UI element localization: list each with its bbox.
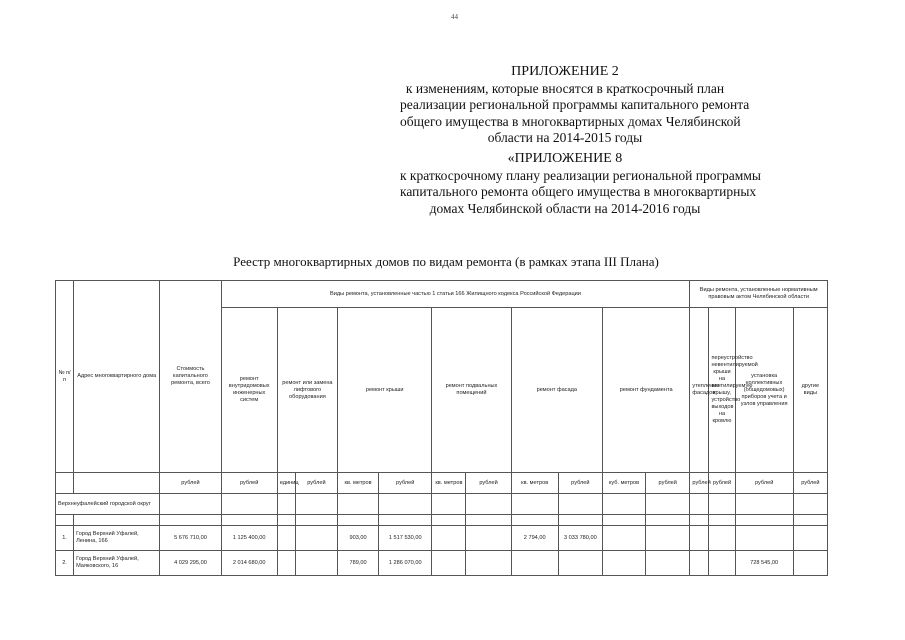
annex8-line: домах Челябинской области на 2014-2016 годы [429,200,701,216]
unit-cell: куб. метров [602,473,645,494]
table-row [56,526,828,551]
header-row-groups [56,281,828,308]
unit-cell: рублей [160,473,221,494]
annex8-line: капитального ремонта общего имущества в многоквартирных [400,184,757,200]
registry-table [55,280,828,576]
row-num: 1. [56,526,74,551]
unit-cell: кв. метров [511,473,558,494]
unit-cell: кв. метров [432,473,466,494]
row-meters-rub: 728 545,00 [735,551,793,576]
unit-cell: рублей [558,473,602,494]
row-num: 2. [56,551,74,576]
unit-cell: рублей [295,473,337,494]
row-internal: 2 014 680,00 [221,551,277,576]
row-cost: 4 029 295,00 [160,551,221,576]
col-other-header: другие виды [793,308,827,473]
col-insulation-header: утепление фасадов [690,308,709,473]
col-foundation-header: ремонт фундамента [602,308,689,473]
unit-cell: единиц [277,473,295,494]
unit-cell: рублей [709,473,735,494]
table-row [56,551,828,576]
header-row-units [56,473,828,494]
col-num-header: № п/п [56,281,74,473]
unit-cell: кв. метров [338,473,379,494]
unit-cell: рублей [466,473,511,494]
row-roof-sqm: 903,00 [338,526,379,551]
annex2-line: общего имущества в многоквартирных домах Челябинской [400,113,741,129]
annex8-title: «ПРИЛОЖЕНИЕ 8 [507,150,623,166]
row-roof-sqm: 789,00 [338,551,379,576]
row-facade-sqm: 2 794,00 [511,526,558,551]
row-facade-sqm [511,551,558,576]
annex2-line: к изменениям, которые вносятся в краткосрочный план [405,80,725,96]
col-basement-header: ремонт подвальных помещений [432,308,511,473]
annex2-title: ПРИЛОЖЕНИЕ 2 [511,64,619,79]
annex2-line: реализации региональной программы капитального ремонта [400,97,750,113]
unit-cell: рублей [793,473,827,494]
unit-cell: рублей [379,473,432,494]
row-address: Город Верхний Уфалей, Маяковского, 16 [74,551,160,576]
unit-cell: рублей [735,473,793,494]
row-roof-rub: 1 517 530,00 [379,526,432,551]
col-flat-roof-header: переустройство невентилируемой крыши на вентилируемую крышу, устройство выходов на кровлю [709,308,735,473]
unit-cell [56,473,74,494]
col-roof-header: ремонт крыши [338,308,432,473]
spacer-row [56,515,828,526]
annex-header [400,64,761,217]
group-regional-header: Виды ремонта, установленные нормативным правовым актом Челябинской области [690,281,828,308]
registry-title: Реестр многоквартирных домов по видам ремонта (в рамках этапа III Плана) [233,254,659,269]
col-address-header: Адрес многоквартирного дома [74,281,160,473]
col-elevator-header: ремонт или замена лифтового оборудования [277,308,337,473]
col-facade-header: ремонт фасада [511,308,602,473]
col-meters-header: установка коллективных (общедомовых) приборов учета и узлов управления [735,308,793,473]
row-address: Город Верхний Уфалей, Ленина, 166 [74,526,160,551]
col-internal-header: ремонт внутридомовых инженерных систем [221,308,277,473]
unit-cell: рублей [690,473,709,494]
row-roof-rub: 1 286 070,00 [379,551,432,576]
row-facade-rub [558,551,602,576]
unit-cell [74,473,160,494]
group-federal-header: Виды ремонта, установленные частью 1 статьи 166 Жилищного кодекса Российской Федерации [221,281,690,308]
unit-cell: рублей [646,473,690,494]
unit-cell: рублей [221,473,277,494]
annex8-block [400,150,761,217]
group-row-okrug [56,494,828,515]
row-internal: 1 125 400,00 [221,526,277,551]
annex2-line: области на 2014-2015 годы [487,130,643,146]
row-facade-rub: 3 033 780,00 [558,526,602,551]
page-number: 44 [451,13,458,21]
row-cost: 5 676 710,00 [160,526,221,551]
group-row-label: Верхнеуфалейский городской округ [56,494,160,515]
annex8-line: к краткосрочному плану реализации региональной программы [400,167,761,183]
col-cost-header: Стоимость капитального ремонта, всего [160,281,221,473]
row-meters-rub [735,526,793,551]
